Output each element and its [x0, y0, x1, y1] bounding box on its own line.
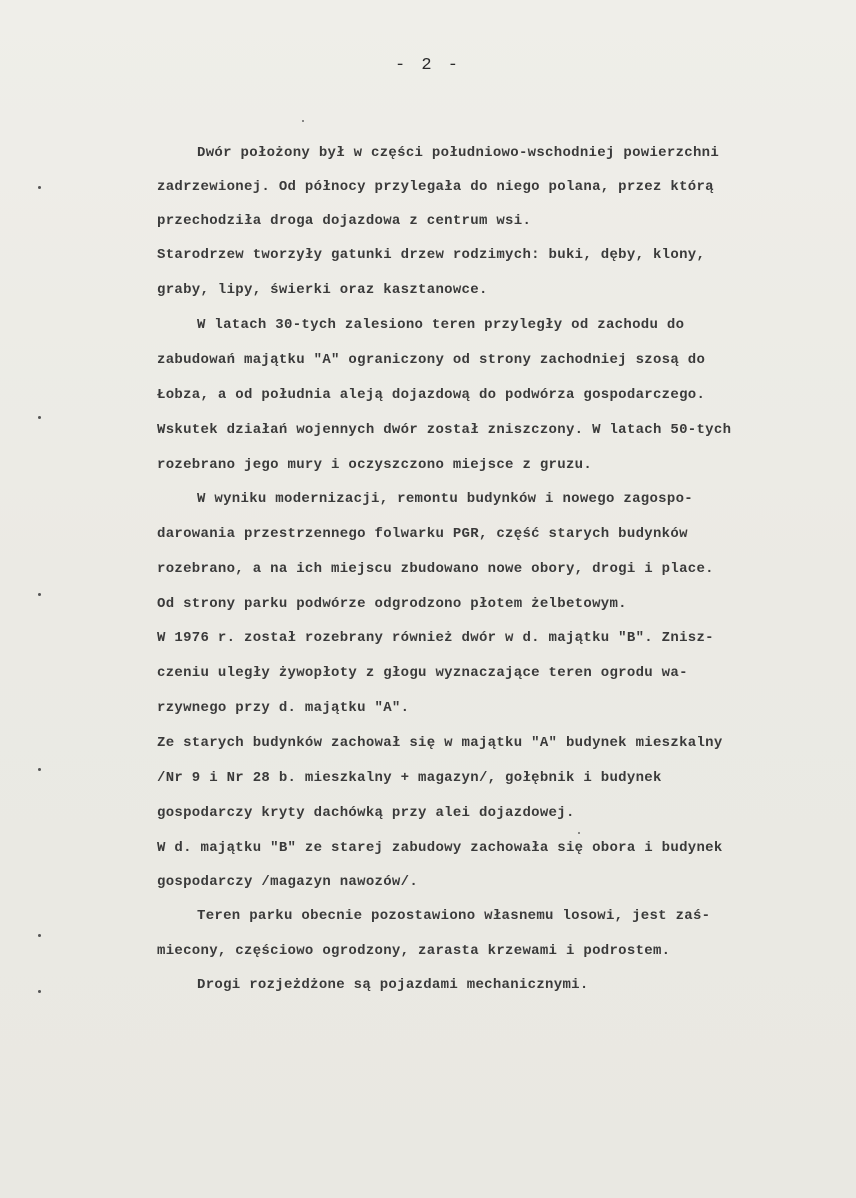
text-line: Od strony parku podwórze odgrodzono płotem żelbetowym. — [157, 596, 627, 612]
text-line: Teren parku obecnie pozostawiono własnemu losowi, jest zaś- — [197, 908, 711, 924]
text-line: graby, lipy, świerki oraz kasztanowce. — [157, 282, 488, 298]
text-line: rzywnego przy d. majątku "A". — [157, 700, 410, 716]
text-line: Ze starych budynków zachował się w majątku "A" budynek mieszkalny — [157, 735, 723, 751]
paper-speck — [578, 832, 580, 834]
text-line: rozebrano jego mury i oczyszczono miejsce z gruzu. — [157, 457, 593, 473]
text-line: Wskutek działań wojennych dwór został zniszczony. W latach 50-tych — [157, 422, 732, 438]
margin-dot — [38, 768, 41, 771]
text-line: miecony, częściowo ogrodzony, zarasta krzewami i podrostem. — [157, 943, 671, 959]
text-line: W 1976 r. został rozebrany również dwór w d. majątku "B". Znisz- — [157, 630, 714, 646]
margin-dot — [38, 186, 41, 189]
paper-speck — [302, 120, 304, 122]
text-line: Dwór położony był w części południowo-wschodniej powierzchni — [197, 145, 720, 161]
text-line: gospodarczy /magazyn nawozów/. — [157, 874, 419, 890]
margin-dot — [38, 593, 41, 596]
margin-dot — [38, 416, 41, 419]
text-line: W wyniku modernizacji, remontu budynków i nowego zagospo- — [197, 491, 693, 507]
page-number: - 2 - — [394, 56, 461, 75]
text-line: przechodziła droga dojazdowa z centrum wsi. — [157, 213, 532, 229]
margin-dot — [38, 990, 41, 993]
text-line: Starodrzew tworzyły gatunki drzew rodzimych: buki, dęby, klony, — [157, 247, 706, 263]
margin-dot — [38, 934, 41, 937]
text-line: zadrzewionej. Od północy przylegała do niego polana, przez którą — [157, 179, 714, 195]
text-line: gospodarczy kryty dachówką przy alei dojazdowej. — [157, 805, 575, 821]
text-line: /Nr 9 i Nr 28 b. mieszkalny + magazyn/, gołębnik i budynek — [157, 770, 662, 786]
text-line: rozebrano, a na ich miejscu zbudowano nowe obory, drogi i place. — [157, 561, 714, 577]
text-line: W d. majątku "B" ze starej zabudowy zachowała się obora i budynek — [157, 840, 723, 856]
text-line: W latach 30-tych zalesiono teren przyległy od zachodu do — [197, 317, 685, 333]
text-line: darowania przestrzennego folwarku PGR, część starych budynków — [157, 526, 688, 542]
text-line: czeniu uległy żywopłoty z głogu wyznaczające teren ogrodu wa- — [157, 665, 688, 681]
text-line: zabudowań majątku "A" ograniczony od strony zachodniej szosą do — [157, 352, 706, 368]
text-line: Drogi rozjeżdżone są pojazdami mechanicznymi. — [197, 977, 589, 993]
text-line: Łobza, a od południa aleją dojazdową do podwórza gospodarczego. — [157, 387, 706, 403]
